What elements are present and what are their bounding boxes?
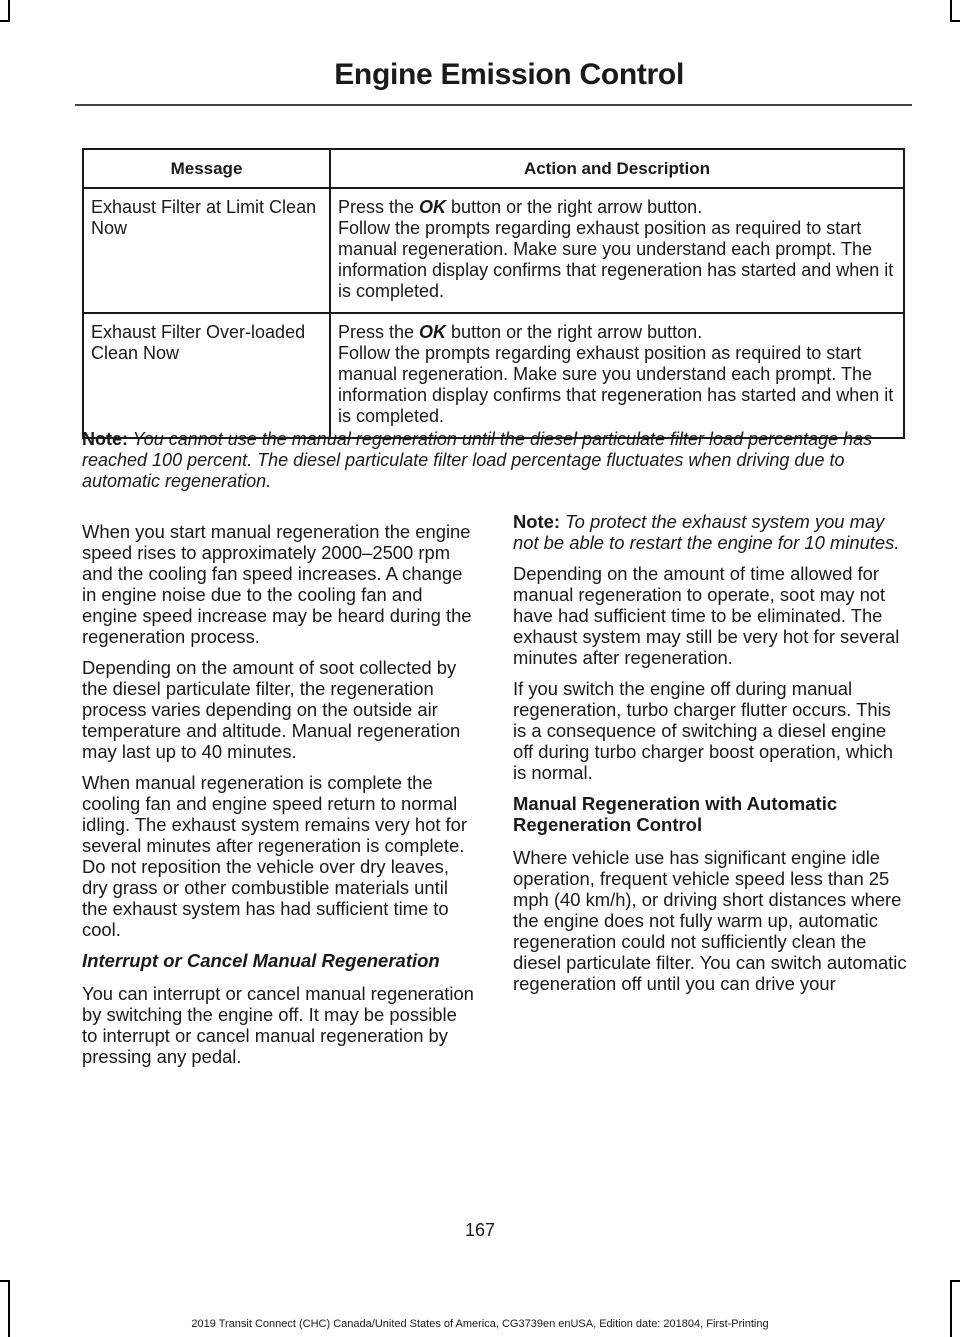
description-text: Follow the prompts regarding exhaust position as required to start manual regeneration. Make sure you understand each prompt. The information display confirms that regeneration has started and when it is completed. [338,218,894,301]
paragraph: Depending on the amount of soot collected by the diesel particulate filter, the regeneration process varies depending on the outside air temperature and altitude. Manual regeneration may last up to 40 minutes. [82,657,461,762]
section-heading: Manual Regeneration with Automatic Regeneration Control [513,793,838,835]
right-column [513,511,909,1004]
note-text: To protect the exhaust system you may not be able to restart the engine for 10 minutes. [513,511,900,553]
paragraph: Depending on the amount of time allowed for manual regeneration to operate, soot may not have had sufficient time to be eliminated. The exhaust system may still be very hot for several minutes after regeneration. [513,563,900,668]
note-text: You cannot use the manual regeneration until the diesel particulate filter load percentage has reached 100 percent. The diesel particulate filter load percentage fluctuates when driving due to automatic regeneration. [82,429,873,491]
action-cell [330,313,904,438]
crop-mark [0,1280,10,1282]
footer-text: 2019 Transit Connect (CHC) Canada/United States of America, CG3739en enUSA, Edition date: 201804, First-Printing [191,1318,769,1330]
paragraph: When manual regeneration is complete the cooling fan and engine speed return to normal idling. The exhaust system remains very hot for several minutes after regeneration is complete. Do not reposition the vehicle over dry leaves, dry grass or other combustible materials until the exhaust system has had sufficient time to cool. [82,772,468,940]
table-header-row [83,149,904,188]
message-cell: Exhaust Filter Over-loaded Clean Now [83,313,330,438]
ok-button-label: OK [419,322,447,342]
paragraph: You can interrupt or cancel manual regeneration by switching the engine off. It may be possible to interrupt or cancel manual regeneration by pressing any pedal. [82,983,474,1067]
action-text: button or the right arrow button. [446,197,703,217]
section-heading: Interrupt or Cancel Manual Regeneration [82,950,440,971]
action-text: Press the [338,322,420,342]
action-text: button or the right arrow button. [446,322,703,342]
page-number: 167 [464,1220,496,1240]
column-header-message: Message [83,149,330,188]
message-table [82,148,905,439]
table-row [83,313,904,438]
title-divider [75,104,912,106]
note-label: Note: [513,511,560,532]
description-text: Follow the prompts regarding exhaust position as required to start manual regeneration. Make sure you understand each prompt. The information display confirms that regeneration has started and when it is completed. [338,343,894,426]
table-row [83,188,904,313]
message-cell: Exhaust Filter at Limit Clean Now [83,188,330,313]
crop-mark [950,0,952,22]
paragraph: Where vehicle use has significant engine idle operation, frequent vehicle speed less than 25 mph (40 km/h), or driving short distances where the engine does not fully warm up, automatic regeneration could not sufficiently clean the diesel particulate filter. You can switch automatic regeneration off until you can drive your [513,847,907,994]
ok-button-label: OK [419,197,447,217]
table-note [82,429,912,492]
crop-mark [950,1280,960,1282]
page-title: Engine Emission Control [334,58,684,91]
left-column [82,521,476,1077]
crop-mark [950,20,960,22]
note [513,511,909,553]
action-text: Press the [338,197,420,217]
action-cell [330,188,904,313]
paragraph: When you start manual regeneration the engine speed rises to approximately 2000–2500 rpm and the cooling fan speed increases. A change in engine noise due to the cooling fan and engine speed increase may be heard during the regeneration process. [82,521,472,647]
note-label: Note: [82,429,128,449]
crop-mark [0,20,10,22]
crop-mark [8,0,10,22]
column-header-action: Action and Description [330,149,904,188]
paragraph: If you switch the engine off during manual regeneration, turbo charger flutter occurs. This is a consequence of switching a diesel engine off during turbo charger boost operation, which is normal. [513,678,893,783]
